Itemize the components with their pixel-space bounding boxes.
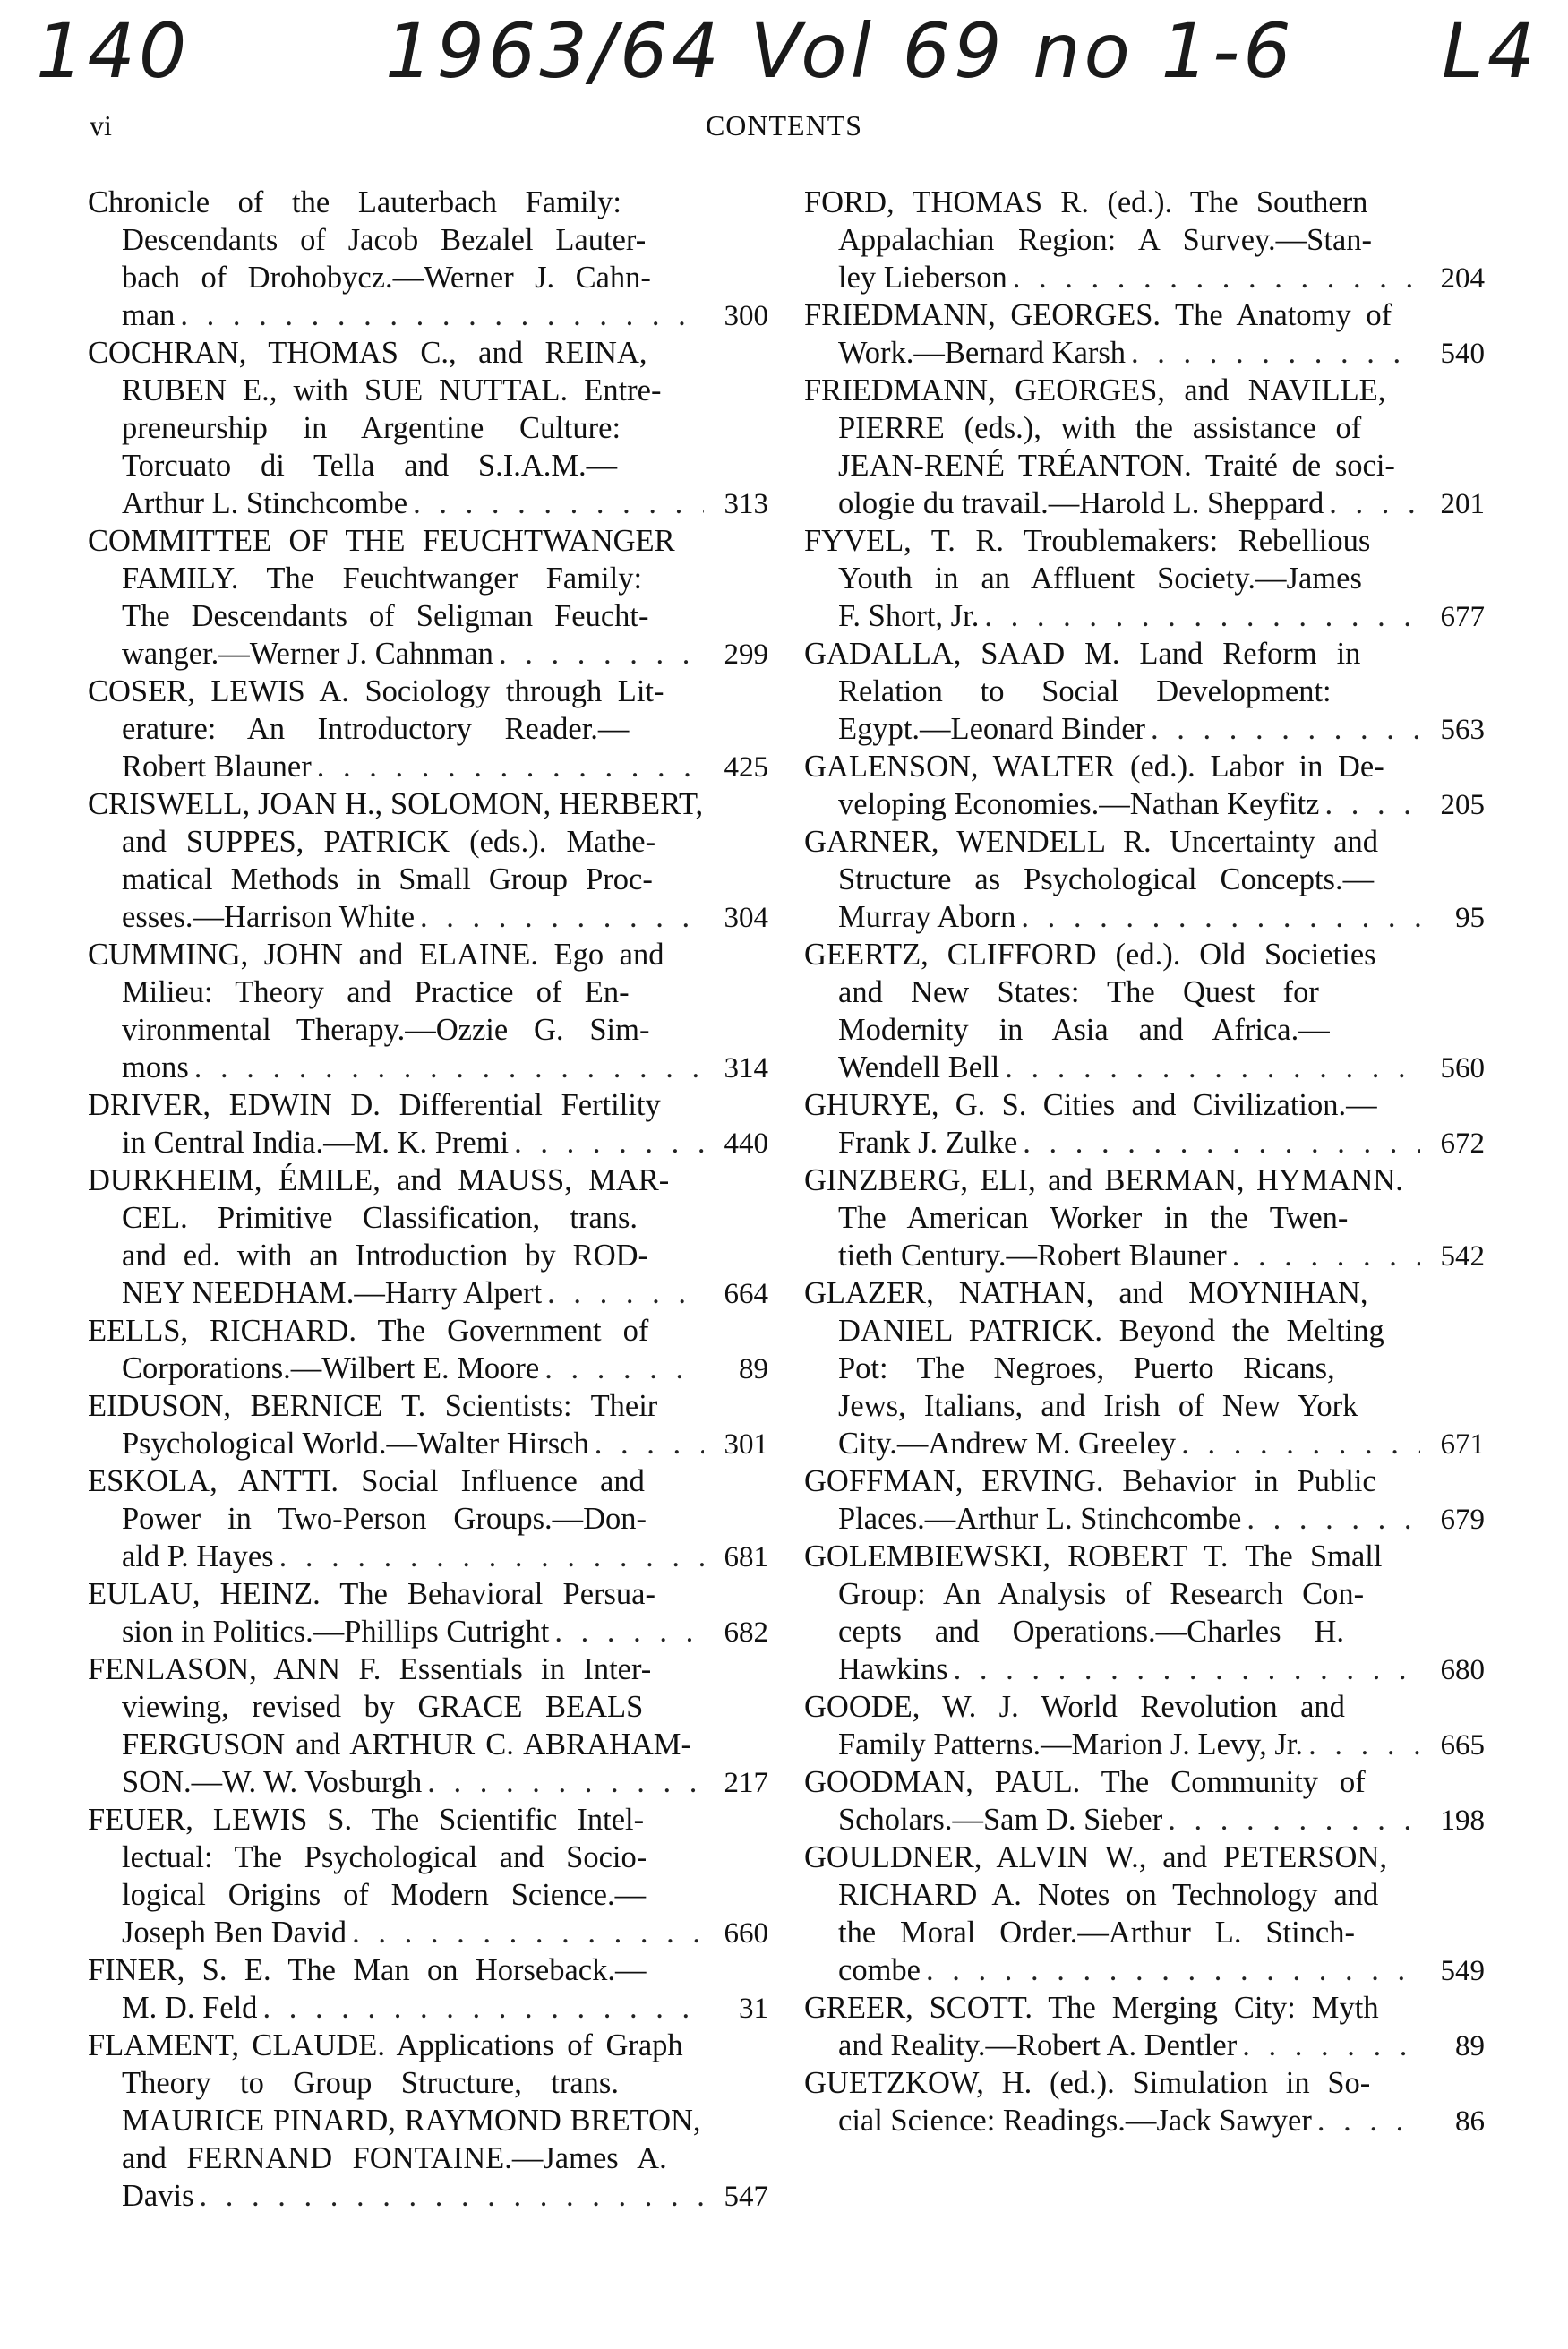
entry-line: cial Science: Readings.—Jack Sawyer: [838, 2104, 1312, 2138]
contents-entry: [804, 522, 1485, 635]
entry-line: Chronicle of the Lauterbach Family:: [88, 185, 621, 219]
entry-line: RUBEN E., with SUE NUTTAL. Entre-: [122, 373, 662, 407]
entry-line: and New States: The Quest for: [838, 975, 1319, 1009]
dot-leader: [1017, 1124, 1420, 1162]
dot-leader: [1324, 484, 1420, 522]
entry-line: FRIEDMANN, GEORGES. The Anatomy of: [804, 298, 1392, 332]
entry-line: GINZBERG, ELI, and BERMAN, HYMANN.: [804, 1163, 1403, 1197]
dot-leader: [539, 1350, 704, 1387]
entry-line: Power in Two-Person Groups.—Don-: [122, 1502, 647, 1536]
contents-entry: [88, 1387, 768, 1462]
contents-entry: [88, 334, 768, 522]
contents-entry: [804, 936, 1485, 1086]
entry-line: PIERRE (eds.), with the assistance of: [838, 411, 1362, 445]
entry-page-number: 677: [1440, 601, 1485, 633]
contents-entry: [88, 936, 768, 1086]
entry-line: Relation to Social Development:: [838, 674, 1332, 708]
entry-line: and Reality.—Robert A. Dentler: [838, 2028, 1238, 2062]
entry-line: EIDUSON, BERNICE T. Scientists: Their: [88, 1389, 658, 1423]
entry-line: erature: An Introductory Reader.—: [122, 712, 630, 746]
dot-leader: [347, 1914, 704, 1951]
entry-line: NEY NEEDHAM.—Harry Alpert: [122, 1276, 543, 1310]
entry-line: GOULDNER, ALVIN W., and PETERSON,: [804, 1840, 1387, 1874]
entry-line: matical Methods in Small Group Proc-: [122, 862, 653, 896]
dot-leader: [1162, 1801, 1420, 1839]
entry-page-number: 95: [1455, 902, 1485, 934]
entry-line: Places.—Arthur L. Stinchcombe: [838, 1502, 1242, 1536]
entry-line: veloping Economies.—Nathan Keyfitz: [838, 787, 1320, 821]
entry-page-number: 217: [724, 1767, 768, 1799]
dot-leader: [1015, 898, 1420, 936]
entry-page-number: 440: [724, 1127, 768, 1160]
entry-line: Work.—Bernard Karsh: [838, 336, 1127, 370]
dot-leader: [422, 1763, 704, 1801]
entry-line: Pot: The Negroes, Puerto Ricans,: [838, 1351, 1335, 1385]
entry-line: FLAMENT, CLAUDE. Applications of Graph: [88, 2028, 683, 2062]
entry-line: DURKHEIM, ÉMILE, and MAUSS, MAR-: [88, 1163, 670, 1197]
entry-line: Descendants of Jacob Bezalel Lauter-: [122, 223, 647, 257]
entry-line: Egypt.—Leonard Binder: [838, 712, 1145, 746]
entry-line: Hawkins: [838, 1652, 948, 1686]
handwritten-note-right: L4: [1442, 7, 1539, 95]
contents-entry: [804, 823, 1485, 936]
entry-line: FRIEDMANN, GEORGES, and NAVILLE,: [804, 373, 1386, 407]
entry-page-number: 31: [739, 1993, 768, 2025]
entry-line: cepts and Operations.—Charles H.: [838, 1615, 1345, 1649]
entry-page-number: 201: [1440, 488, 1485, 520]
dot-leader: [257, 1989, 704, 2027]
entry-line: bach of Drohobycz.—Werner J. Cahn-: [122, 261, 651, 295]
entry-page-number: 425: [724, 751, 768, 784]
entry-line: Joseph Ben David: [122, 1916, 347, 1950]
dot-leader: [509, 1124, 704, 1162]
entry-line: GALENSON, WALTER (ed.). Labor in De-: [804, 750, 1384, 784]
entry-line: Milieu: Theory and Practice of En-: [122, 975, 630, 1009]
handwritten-note-left: 140: [36, 7, 191, 95]
entry-line: Robert Blauner: [122, 750, 312, 784]
entry-line: Corporations.—Wilbert E. Moore: [122, 1351, 540, 1385]
entry-page-number: 681: [724, 1541, 768, 1573]
contents-entry: [88, 1951, 768, 2027]
entry-line: JEAN-RENÉ TRÉANTON. Traité de soci-: [838, 449, 1395, 483]
entry-line: CUMMING, JOHN and ELAINE. Ego and: [88, 938, 664, 972]
entry-page-number: 86: [1455, 2105, 1485, 2138]
dot-leader: [194, 2177, 705, 2215]
dot-leader: [1237, 2027, 1420, 2064]
entry-line: Theory to Group Structure, trans.: [122, 2066, 619, 2100]
contents-entry: [88, 1162, 768, 1312]
entry-line: FYVEL, T. R. Troublemakers: Rebellious: [804, 524, 1371, 558]
contents-entry: [88, 785, 768, 936]
entry-line: GOFFMAN, ERVING. Behavior in Public: [804, 1464, 1376, 1498]
contents-entry: [804, 1538, 1485, 1688]
entry-page-number: 542: [1440, 1240, 1485, 1273]
entry-line: Jews, Italians, and Irish of New York: [838, 1389, 1358, 1423]
entry-line: ESKOLA, ANTTI. Social Influence and: [88, 1464, 645, 1498]
dot-leader: [1319, 785, 1420, 823]
entry-line: tieth Century.—Robert Blauner: [838, 1239, 1227, 1273]
dot-leader: [1227, 1237, 1420, 1274]
entry-line: GHURYE, G. S. Cities and Civilization.—: [804, 1088, 1377, 1122]
entry-page-number: 660: [724, 1917, 768, 1950]
entry-line: viewing, revised by GRACE BEALS: [122, 1690, 644, 1724]
entry-line: Structure as Psychological Concepts.—: [838, 862, 1375, 896]
entry-line: lectual: The Psychological and Socio-: [122, 1840, 647, 1874]
contents-entry: [88, 1801, 768, 1951]
entry-page-number: 89: [1455, 2030, 1485, 2062]
contents-entry: [88, 2027, 768, 2215]
entry-line: FERGUSON and ARTHUR C. ABRAHAM-: [122, 1727, 691, 1762]
contents-entry: [88, 673, 768, 785]
contents-column-right: [804, 184, 1485, 2139]
entry-line: FEUER, LEWIS S. The Scientific Intel-: [88, 1803, 645, 1837]
entry-line: Murray Aborn: [838, 900, 1016, 934]
contents-entry: [804, 184, 1485, 296]
contents-column-left: [88, 184, 768, 2215]
entry-line: F. Short, Jr.: [838, 599, 980, 633]
entry-line: The American Worker in the Twen-: [838, 1201, 1349, 1235]
dot-leader: [175, 296, 704, 334]
entry-line: CRISWELL, JOAN H., SOLOMON, HERBERT,: [88, 787, 704, 821]
contents-entry: [804, 1086, 1485, 1162]
entry-line: FAMILY. The Feuchtwanger Family:: [122, 562, 643, 596]
entry-line: EULAU, HEINZ. The Behavioral Persua-: [88, 1577, 655, 1611]
contents-entry: [804, 1839, 1485, 1989]
entry-page-number: 560: [1440, 1052, 1485, 1084]
dot-leader: [1007, 259, 1420, 296]
entry-line: Davis: [122, 2179, 194, 2213]
entry-line: The Descendants of Seligman Feucht-: [122, 599, 649, 633]
entry-line: COSER, LEWIS A. Sociology through Lit-: [88, 674, 664, 708]
entry-page-number: 563: [1440, 714, 1485, 746]
contents-entry: [88, 1575, 768, 1650]
dot-leader: [407, 484, 704, 522]
contents-entry: [88, 522, 768, 673]
page-title: CONTENTS: [705, 109, 863, 141]
entry-line: FINER, S. E. The Man on Horseback.—: [88, 1953, 647, 1987]
entry-page-number: 314: [724, 1052, 768, 1084]
dot-leader: [589, 1425, 704, 1462]
contents-entry: [804, 748, 1485, 823]
contents-entry: [88, 1312, 768, 1387]
entry-line: mons: [122, 1050, 189, 1084]
entry-line: GOLEMBIEWSKI, ROBERT T. The Small: [804, 1539, 1383, 1573]
entry-line: Family Patterns.—Marion J. Levy, Jr.: [838, 1727, 1304, 1762]
entry-page-number: 664: [724, 1278, 768, 1310]
entry-line: Psychological World.—Walter Hirsch: [122, 1427, 589, 1461]
entry-line: ald P. Hayes: [122, 1539, 274, 1573]
entry-line: wanger.—Werner J. Cahnman: [122, 637, 493, 671]
entry-page-number: 672: [1440, 1127, 1485, 1160]
entry-line: FENLASON, ANN F. Essentials in Inter-: [88, 1652, 652, 1686]
entry-line: Scholars.—Sam D. Sieber: [838, 1803, 1163, 1837]
contents-entry: [804, 1688, 1485, 1763]
entry-page-number: 301: [724, 1428, 768, 1461]
entry-line: SON.—W. W. Vosburgh: [122, 1765, 423, 1799]
entry-line: MAURICE PINARD, RAYMOND BRETON,: [122, 2104, 701, 2138]
entry-line: GEERTZ, CLIFFORD (ed.). Old Societies: [804, 938, 1376, 972]
entry-line: EELLS, RICHARD. The Government of: [88, 1314, 649, 1348]
contents-entry: [804, 372, 1485, 522]
entry-line: GREER, SCOTT. The Merging City: Myth: [804, 1991, 1379, 2025]
dot-leader: [921, 1951, 1420, 1989]
contents-entry: [804, 1989, 1485, 2064]
entry-line: Arthur L. Stinchcombe: [122, 486, 408, 520]
entry-line: and ed. with an Introduction by ROD-: [122, 1239, 649, 1273]
entry-page-number: 547: [724, 2181, 768, 2213]
contents-entry: [88, 1086, 768, 1162]
dot-leader: [1145, 710, 1420, 748]
dot-leader: [979, 597, 1420, 635]
entry-page-number: 89: [739, 1353, 768, 1385]
entry-line: Wendell Bell: [838, 1050, 1000, 1084]
entry-line: GOODMAN, PAUL. The Community of: [804, 1765, 1366, 1799]
entry-line: sion in Politics.—Phillips Cutright: [122, 1615, 550, 1649]
dot-leader: [274, 1538, 704, 1575]
entry-line: logical Origins of Modern Science.—: [122, 1878, 647, 1912]
contents-entry: [88, 184, 768, 334]
dot-leader: [948, 1650, 1420, 1688]
dot-leader: [1312, 2102, 1420, 2139]
entry-line: GUETZKOW, H. (ed.). Simulation in So-: [804, 2066, 1371, 2100]
entry-line: GOODE, W. J. World Revolution and: [804, 1690, 1345, 1724]
entry-line: in Central India.—M. K. Premi: [122, 1126, 510, 1160]
entry-line: DRIVER, EDWIN D. Differential Fertility: [88, 1088, 661, 1122]
entry-line: the Moral Order.—Arthur L. Stinch-: [838, 1916, 1355, 1950]
entry-line: esses.—Harrison White: [122, 900, 416, 934]
entry-line: ologie du travail.—Harold L. Sheppard: [838, 486, 1324, 520]
entry-page-number: 300: [724, 300, 768, 332]
entry-page-number: 540: [1440, 338, 1485, 370]
entry-line: vironmental Therapy.—Ozzie G. Sim-: [122, 1013, 650, 1047]
entry-line: Appalachian Region: A Survey.—Stan-: [838, 223, 1373, 257]
contents-entry: [88, 1462, 768, 1575]
entry-page-number: 680: [1440, 1654, 1485, 1686]
entry-page-number: 671: [1440, 1428, 1485, 1461]
dot-leader: [1241, 1500, 1420, 1538]
entry-line: RICHARD A. Notes on Technology and: [838, 1878, 1379, 1912]
dot-leader: [415, 898, 704, 936]
entry-line: preneurship in Argentine Culture:: [122, 411, 621, 445]
entry-page-number: 198: [1440, 1805, 1485, 1837]
entry-line: Torcuato di Tella and S.I.A.M.—: [122, 449, 618, 483]
entry-page-number: 299: [724, 639, 768, 671]
entry-page-number: 682: [724, 1616, 768, 1649]
entry-page-number: 304: [724, 902, 768, 934]
entry-line: combe: [838, 1953, 921, 1987]
entry-line: and FERNAND FONTAINE.—James A.: [122, 2141, 667, 2175]
dot-leader: [1126, 334, 1420, 372]
entry-page-number: 665: [1440, 1729, 1485, 1762]
entry-page-number: 549: [1440, 1955, 1485, 1987]
handwritten-note-volume: 1963/64 Vol 69 no 1-6: [385, 7, 1295, 95]
dot-leader: [312, 748, 704, 785]
entry-line: DANIEL PATRICK. Beyond the Melting: [838, 1314, 1384, 1348]
contents-entry: [804, 1162, 1485, 1274]
entry-page-number: 679: [1440, 1504, 1485, 1536]
contents-entry: [88, 1650, 768, 1801]
entry-line: Modernity in Asia and Africa.—: [838, 1013, 1330, 1047]
dot-leader: [189, 1049, 704, 1086]
dot-leader: [549, 1613, 704, 1650]
entry-line: GARNER, WENDELL R. Uncertainty and: [804, 825, 1379, 859]
page-number-label: vi: [90, 109, 112, 141]
entry-line: ley Lieberson: [838, 261, 1007, 295]
dot-leader: [493, 635, 704, 673]
entry-line: Frank J. Zulke: [838, 1126, 1018, 1160]
contents-entry: [804, 2064, 1485, 2139]
contents-entry: [804, 1763, 1485, 1839]
entry-page-number: 205: [1440, 789, 1485, 821]
entry-line: M. D. Feld: [122, 1991, 258, 2025]
entry-line: GADALLA, SAAD M. Land Reform in: [804, 637, 1361, 671]
dot-leader: [1303, 1726, 1420, 1763]
contents-entry: [804, 1462, 1485, 1538]
entry-line: Youth in an Affluent Society.—James: [838, 562, 1362, 596]
entry-line: COMMITTEE OF THE FEUCHTWANGER: [88, 524, 675, 558]
entry-line: and SUPPES, PATRICK (eds.). Mathe-: [122, 825, 656, 859]
contents-entry: [804, 1274, 1485, 1462]
entry-page-number: 204: [1440, 262, 1485, 295]
entry-line: City.—Andrew M. Greeley: [838, 1427, 1177, 1461]
contents-entry: [804, 635, 1485, 748]
entry-line: man: [122, 298, 176, 332]
entry-line: Group: An Analysis of Research Con-: [838, 1577, 1365, 1611]
dot-leader: [999, 1049, 1420, 1086]
contents-entry: [804, 296, 1485, 372]
entry-line: FORD, THOMAS R. (ed.). The Southern: [804, 185, 1368, 219]
entry-page-number: 313: [724, 488, 768, 520]
entry-line: COCHRAN, THOMAS C., and REINA,: [88, 336, 647, 370]
entry-line: CEL. Primitive Classification, trans.: [122, 1201, 638, 1235]
dot-leader: [542, 1274, 704, 1312]
dot-leader: [1176, 1425, 1420, 1462]
entry-line: GLAZER, NATHAN, and MOYNIHAN,: [804, 1276, 1368, 1310]
